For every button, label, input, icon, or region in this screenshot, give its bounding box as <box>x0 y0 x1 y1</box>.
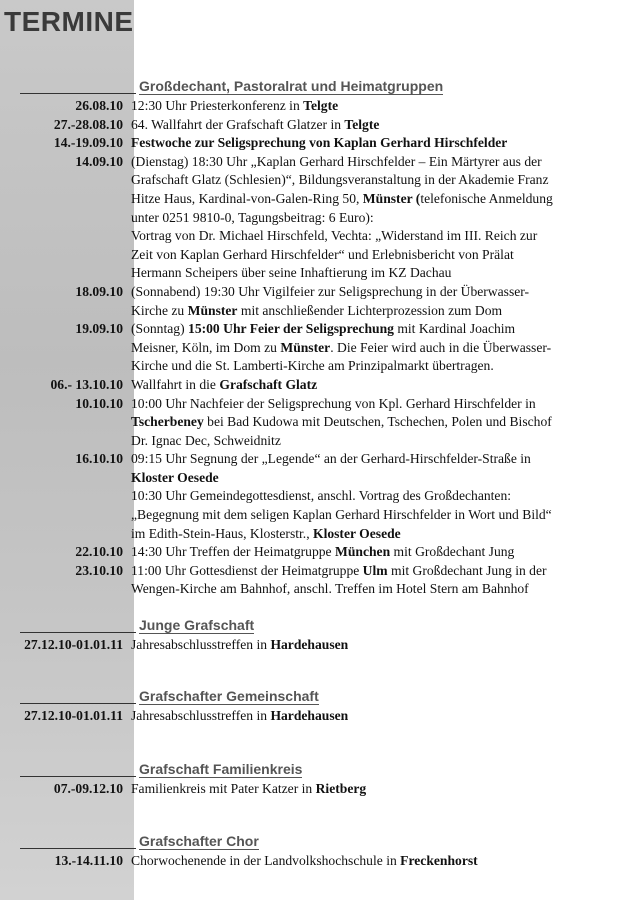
text-run: mit Großdechant Jung <box>390 544 515 560</box>
event-entry <box>0 707 630 726</box>
text-run: telefonische Anmeldung <box>420 190 553 206</box>
section-heading <box>0 78 630 96</box>
bold-text: Telgte <box>344 116 380 132</box>
description-line <box>131 357 611 376</box>
section-heading-label: Junge Grafschaft <box>139 617 255 633</box>
event-date: 27.12.10-01.01.11 <box>24 637 123 652</box>
event-date: 18.09.10 <box>75 283 123 299</box>
text-run: Kirche und die St. Lamberti-Kirche am Prinzipalmarkt übertragen. <box>131 358 494 374</box>
event-description <box>131 283 611 320</box>
text-run: Chorwochenende in der Landvolkshochschule in <box>131 853 401 868</box>
event-entry <box>0 97 630 116</box>
bold-text: Kloster Oesede <box>313 525 401 541</box>
event-entry <box>0 780 630 799</box>
description-line <box>131 320 611 339</box>
bold-text: Grafschaft Glatz <box>219 376 318 392</box>
description-line <box>131 246 611 265</box>
event-date: 14.-19.09.10 <box>53 135 123 151</box>
event-entry <box>0 636 630 655</box>
text-run: (Dienstag) 18:30 Uhr „Kaplan Gerhard Hirschfelder – Ein Märtyrer aus der <box>131 153 542 169</box>
text-run: Wengen-Kirche am Bahnhof, anschl. Treffen im Hotel Stern am Bahnhof <box>131 581 529 597</box>
section-heading-label: Großdechant, Pastoralrat und Heimatgruppen <box>139 78 444 94</box>
event-entry <box>0 562 630 599</box>
event-description <box>131 153 611 283</box>
event-date: 22.10.10 <box>75 544 123 560</box>
text-run: 10:30 Uhr Gemeindegottesdienst, anschl. Vortrag des Großdechanten: <box>131 488 512 504</box>
description-line <box>131 302 611 321</box>
bold-text: Rietberg <box>315 781 367 796</box>
event-description <box>131 450 611 543</box>
description-line <box>131 227 611 246</box>
event-date: 07.-09.12.10 <box>53 781 123 796</box>
heading-rule <box>20 93 136 94</box>
entry-list <box>0 636 630 655</box>
text-run: „Begegnung mit dem seligen Kaplan Gerhard Hirschfelder in Wort und Bild“ <box>131 507 552 523</box>
text-run: Zeit von Kaplan Gerhard Hirschfelder“ und Erlebnisbericht von Prälat <box>131 246 514 262</box>
heading-rule <box>20 632 136 633</box>
entry-list <box>0 780 630 799</box>
text-run: Meisner, Köln, im Dom zu <box>131 339 281 355</box>
event-description <box>131 134 611 153</box>
text-run: Jahresabschlusstreffen in <box>131 708 271 723</box>
description-line <box>131 97 611 116</box>
text-run: unter 0251 9810-0, Tagungsbeitrag: 6 Euro): <box>131 209 374 225</box>
text-run: Dr. Ignac Dec, Schweidnitz <box>131 432 281 448</box>
event-entry <box>0 134 630 153</box>
event-description <box>131 97 611 116</box>
event-description <box>131 636 611 655</box>
event-date: 19.09.10 <box>75 321 123 337</box>
description-line <box>131 506 611 525</box>
event-date: 13.-14.11.10 <box>54 853 123 868</box>
event-date: 26.08.10 <box>75 98 123 113</box>
description-line <box>131 395 611 414</box>
description-line <box>131 153 611 172</box>
heading-rule <box>20 776 136 777</box>
entry-list <box>0 97 630 599</box>
bold-text: München <box>335 544 391 560</box>
bold-text: Münster <box>187 302 238 318</box>
text-run: mit Großdechant Jung in der <box>387 562 547 578</box>
text-run: im Edith-Stein-Haus, Klosterstr., <box>131 525 313 541</box>
event-date: 06.- 13.10.10 <box>50 376 123 392</box>
description-line <box>131 852 611 871</box>
section <box>0 78 630 599</box>
text-run: Grafschaft Glatz (Schlesien)“, Bildungsveranstaltung in der Akademie Franz <box>131 172 549 188</box>
event-entry <box>0 153 630 283</box>
text-run: 09:15 Uhr Segnung der „Legende“ an der Gerhard-Hirschfelder-Straße in <box>131 451 531 467</box>
description-line <box>131 264 611 283</box>
section-heading <box>0 833 630 851</box>
description-line <box>131 190 611 209</box>
text-run: Hermann Scheipers über seine Inhaftierung im KZ Dachau <box>131 265 452 281</box>
text-run: Jahresabschlusstreffen in <box>131 637 271 652</box>
event-description <box>131 543 611 562</box>
description-line <box>131 780 611 799</box>
heading-rule <box>20 848 136 849</box>
event-description <box>131 852 611 871</box>
text-run: bei Bad Kudowa mit Deutschen, Tschechen, Polen und Bischof <box>203 414 552 430</box>
section-heading <box>0 617 630 635</box>
bold-text: Festwoche zur Seligsprechung von Kaplan Gerhard Hirschfelder <box>131 135 508 151</box>
description-line <box>131 116 611 135</box>
page-title: TERMINE <box>4 6 134 37</box>
description-line <box>131 707 611 726</box>
bold-text: Ulm <box>362 562 388 578</box>
bold-text: Freckenhorst <box>400 853 478 868</box>
event-description <box>131 376 611 395</box>
section <box>0 761 630 799</box>
bold-text: Kloster Oesede <box>131 469 219 485</box>
text-run: (Sonnabend) 19:30 Uhr Vigilfeier zur Seligsprechung in der Überwasser- <box>131 283 530 299</box>
section-heading <box>0 761 630 779</box>
section-heading-label: Grafschaft Familienkreis <box>139 761 303 777</box>
event-description <box>131 562 611 599</box>
bold-text: Hardehausen <box>270 708 349 723</box>
text-run: Vortrag von Dr. Michael Hirschfeld, Vechta: „Widerstand im III. Reich zur <box>131 228 538 244</box>
section <box>0 688 630 726</box>
text-run: (Sonntag) <box>131 321 189 337</box>
description-line <box>131 283 611 302</box>
heading-rule <box>20 703 136 704</box>
event-description <box>131 116 611 135</box>
text-run: Hitze Haus, Kardinal-von-Galen-Ring 50, <box>131 190 363 206</box>
event-date: 27.12.10-01.01.11 <box>24 708 123 723</box>
bold-text: Hardehausen <box>270 637 349 652</box>
text-run: 12:30 Uhr Priesterkonferenz in <box>131 98 304 113</box>
section-heading-label: Grafschafter Chor <box>139 833 259 849</box>
bold-text: Tscherbeney <box>131 414 204 430</box>
event-entry <box>0 395 630 451</box>
text-run: 64. Wallfahrt der Grafschaft Glatzer in <box>131 116 345 132</box>
description-line <box>131 432 611 451</box>
text-run: mit anschließender Lichterprozession zum Dom <box>237 302 503 318</box>
description-line <box>131 209 611 228</box>
text-run: Wallfahrt in die <box>131 376 220 392</box>
description-line <box>131 525 611 544</box>
bold-text: Münster ( <box>362 190 421 206</box>
bold-text: 15:00 Uhr Feier der Seligsprechung <box>188 321 394 337</box>
event-description <box>131 707 611 726</box>
description-line <box>131 469 611 488</box>
text-run: . Die Feier wird auch in die Überwasser- <box>330 339 552 355</box>
bold-text: Telgte <box>303 98 339 113</box>
description-line <box>131 562 611 581</box>
description-line <box>131 376 611 395</box>
event-date: 16.10.10 <box>75 451 123 467</box>
entry-list <box>0 707 630 726</box>
entry-list <box>0 852 630 871</box>
text-run: 14:30 Uhr Treffen der Heimatgruppe <box>131 544 335 560</box>
event-date: 23.10.10 <box>75 562 123 578</box>
text-run: 10:00 Uhr Nachfeier der Seligsprechung von Kpl. Gerhard Hirschfelder in <box>131 395 536 411</box>
description-line <box>131 543 611 562</box>
text-run: mit Kardinal Joachim <box>393 321 516 337</box>
event-date: 27.-28.08.10 <box>53 116 123 132</box>
description-line <box>131 636 611 655</box>
description-line <box>131 134 611 153</box>
event-description <box>131 320 611 376</box>
event-entry <box>0 116 630 135</box>
description-line <box>131 339 611 358</box>
event-entry <box>0 450 630 543</box>
description-line <box>131 487 611 506</box>
event-date: 14.09.10 <box>75 153 123 169</box>
section-heading-label: Grafschafter Gemeinschaft <box>139 688 319 704</box>
event-entry <box>0 320 630 376</box>
section <box>0 833 630 871</box>
event-description <box>131 395 611 451</box>
text-run: 11:00 Uhr Gottesdienst der Heimatgruppe <box>131 562 363 578</box>
description-line <box>131 171 611 190</box>
event-entry <box>0 283 630 320</box>
event-entry <box>0 376 630 395</box>
text-run: Kirche zu <box>131 302 188 318</box>
event-entry <box>0 543 630 562</box>
text-run: Familienkreis mit Pater Katzer in <box>131 781 316 796</box>
description-line <box>131 580 611 599</box>
description-line <box>131 450 611 469</box>
event-description <box>131 780 611 799</box>
event-date: 10.10.10 <box>75 395 123 411</box>
bold-text: Münster <box>280 339 331 355</box>
section <box>0 617 630 655</box>
section-heading <box>0 688 630 706</box>
event-entry <box>0 852 630 871</box>
description-line <box>131 413 611 432</box>
